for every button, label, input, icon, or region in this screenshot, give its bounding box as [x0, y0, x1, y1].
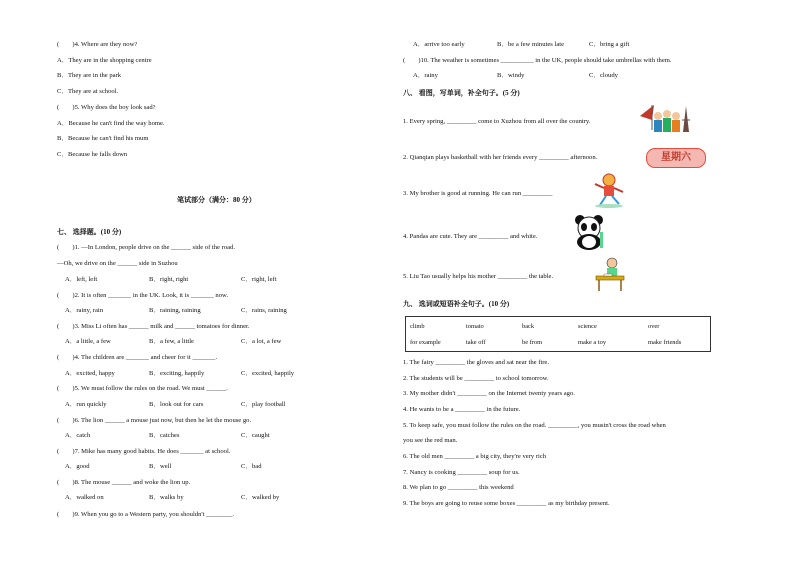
section-9-heading: 九、 选词或短语补全句子。(10 分)	[403, 300, 510, 308]
mc-5-option-c: C．play football	[241, 401, 286, 408]
mc-9-option-b: B．be a few minutes late	[497, 41, 565, 48]
mc-9-stem: ( )9. When you go to a Western party, you shouldn't ________.	[57, 511, 235, 518]
mc-8-stem: ( )8. The mouse ______ and woke the lion up.	[57, 479, 191, 486]
fill-item-9: 9. The boys are going to reuse some boxes _________ as my birthday present.	[403, 500, 610, 507]
mc-6-option-a: A．catch	[65, 432, 91, 439]
tourists-icon	[638, 102, 694, 138]
question-5-option-b: B．Because he can't find his mum	[57, 135, 149, 142]
mc-10-option-b: B．windy	[497, 72, 525, 79]
mc-1-option-a: A．left, left	[65, 276, 98, 283]
fill-item-1: 1. The fairy _________ the gloves and sat near the fire.	[403, 359, 549, 366]
question-5-stem: ( )5. Why does the boy look sad?	[57, 104, 156, 111]
word-over: over	[648, 323, 660, 330]
mc-5-stem: ( )5. We must follow the rules on the road. We must ______.	[57, 385, 228, 392]
question-4-option-b: B．They are in the park	[57, 72, 122, 79]
setting-table-icon	[594, 256, 626, 292]
fill-item-8: 8. We plan to go _________ this weekend	[403, 484, 514, 491]
picture-item-4: 4. Pandas are cute. They are _________ and white.	[403, 233, 538, 240]
picture-item-5: 5. Liu Tao usually helps his mother _________ the table.	[403, 273, 554, 280]
word-take-off: take off	[466, 339, 486, 346]
word-be-from: be from	[522, 339, 543, 346]
panda-icon	[570, 214, 610, 250]
word-climb: climb	[410, 323, 425, 330]
mc-7-option-b: B．well	[149, 463, 172, 470]
mc-7-stem: ( )7. Mike has many good habits. He does _______ at school.	[57, 448, 231, 455]
word-science: science	[578, 323, 597, 330]
mc-1-option-b: B．right, right	[149, 276, 189, 283]
mc-4-option-b: B．exciting, happily	[149, 370, 205, 377]
mc-10-stem: ( )10. The weather is sometimes __________ in the UK, people should take umbrellas with them.	[403, 57, 672, 64]
mc-4-option-a: A．excited, happy	[65, 370, 115, 377]
question-4-option-a: A．They are in the shopping centre	[57, 57, 152, 64]
question-4-option-c: C．They are at school.	[57, 88, 119, 95]
section-8-heading: 八、 看图，写单词，补全句子。(5 分)	[403, 89, 520, 97]
mc-9-option-c: C．bring a gift	[589, 41, 630, 48]
mc-2-option-a: A．rainy, rain	[65, 307, 104, 314]
word-for-example: for example	[410, 339, 441, 346]
mc-1-stem: ( )1. —In London, people drive on the ______ side of the road.	[57, 244, 235, 251]
word-make-friends: make friends	[648, 339, 682, 346]
fill-item-5-cont: you see the red man.	[403, 437, 458, 444]
fill-item-4: 4. He wants to be a _________ in the future.	[403, 406, 521, 413]
word-choice-box	[405, 316, 711, 352]
mc-3-option-c: C．a lot, a few	[241, 338, 282, 345]
runner-icon	[592, 172, 626, 208]
mc-5-option-a: A．run quickly	[65, 401, 107, 408]
mc-8-option-a: A．walked on	[65, 494, 104, 501]
picture-item-1: 1. Every spring, _________ come to Xuzhou from all over the country.	[403, 118, 591, 125]
picture-item-3: 3. My brother is good at running. He can run _________	[403, 190, 553, 197]
word-tomato: tomato	[466, 323, 484, 330]
mc-4-option-c: C．excited, happily	[241, 370, 295, 377]
mc-1-option-c: C．right, left	[241, 276, 277, 283]
fill-item-7: 7. Nancy is cooking _________ soup for us.	[403, 469, 520, 476]
mc-2-stem: ( )2. It is often _______ in the UK. Look, it is _______ now.	[57, 292, 228, 299]
mc-6-stem: ( )6. The lion ______ a mouse just now, but then he let the mouse go.	[57, 417, 252, 424]
mc-8-option-c: C．walked by	[241, 494, 280, 501]
mc-7-option-c: C．bad	[241, 463, 262, 470]
mc-5-option-b: B．look out for cars	[149, 401, 204, 408]
mc-3-option-b: B．a few, a little	[149, 338, 194, 345]
fill-item-2: 2. The students will be _________ to school tomorrow.	[403, 375, 549, 382]
mc-3-option-a: A．a little, a few	[65, 338, 111, 345]
question-4-stem: ( )4. Where are they now?	[57, 41, 138, 48]
mc-6-option-b: B．catches	[149, 432, 180, 439]
saturday-sign: 星期六	[646, 148, 706, 168]
mc-2-option-c: C．rains, raining	[241, 307, 287, 314]
picture-item-2: 2. Qianqian plays basketball with her friends every _________ afternoon.	[403, 154, 598, 161]
mc-1-stem-2: —Oh, we drive on the ______ side in Suzhou	[57, 260, 178, 267]
mc-2-option-b: B．raining, raining	[149, 307, 201, 314]
section-7-heading: 七、 选择题。(10 分)	[57, 228, 122, 236]
fill-item-6: 6. The old men _________ a big city, they're very rich	[403, 453, 547, 460]
question-5-option-a: A．Because he can't find the way home.	[57, 120, 165, 127]
fill-item-3: 3. My mother didn't _________ on the Internet twenty years ago.	[403, 390, 575, 397]
mc-9-option-a: A．arrive too early	[413, 41, 465, 48]
mc-3-stem: ( )3. Miss Li often has ______ milk and ______ tomatoes for dinner.	[57, 323, 250, 330]
mc-8-option-b: B．walks by	[149, 494, 184, 501]
mc-10-option-a: A．rainy	[413, 72, 438, 79]
mc-4-stem: ( )4. The children are _______ and cheer for it _______.	[57, 354, 218, 361]
question-5-option-c: C．Because he falls down	[57, 151, 128, 158]
word-make-a-toy: make a toy	[578, 339, 607, 346]
mc-6-option-c: C．caught	[241, 432, 270, 439]
written-section-title: 笔试部分（满分：80 分）	[177, 196, 256, 204]
mc-10-option-c: C．cloudy	[589, 72, 618, 79]
word-back: back	[522, 323, 535, 330]
mc-7-option-a: A．good	[65, 463, 90, 470]
fill-item-5: 5. To keep safe, you must follow the rules on the road. _________, you mustn't cross the road when	[403, 422, 666, 429]
